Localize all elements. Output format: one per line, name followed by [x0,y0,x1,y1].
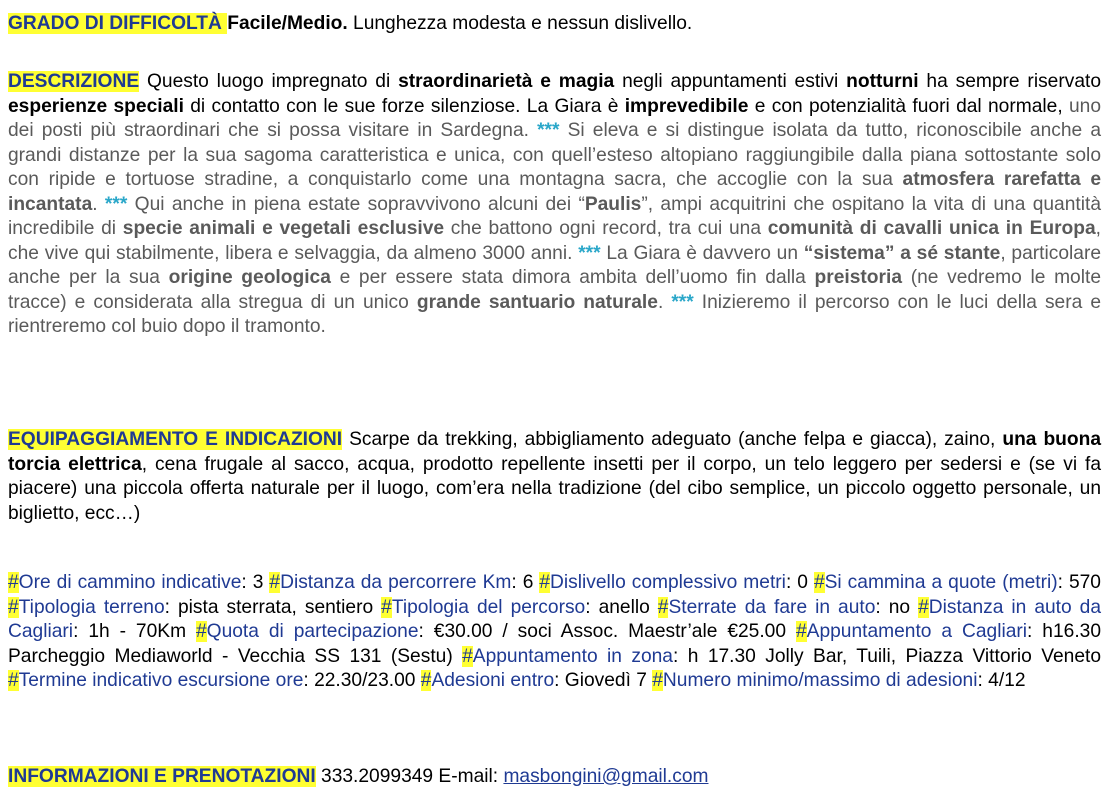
description-text: , particolare anche per la sua [8,242,1102,288]
description-text: ”, ampi acquitrini che ospitano la vita di una quantità incredibile di [8,193,1101,239]
description-text: comunità di cavalli unica in Europa [767,218,1096,239]
info-label: Distanza in auto da Cagliari [8,596,1102,642]
info-value: : €30.00 / soci Assoc. Maestr’ale €25.00 [418,621,796,642]
description-text: Inizieremo il percorso con le luci della sera e rientreremo col buio dopo il tramonto. [8,291,1101,337]
description-text: grande santuario naturale [416,291,658,313]
description-text: La Giara è davvero un [600,242,804,264]
description-text: imprevedibile [624,95,749,117]
info-value: : h16.30 Parcheggio Mediaworld - Vecchia SS 131 (Sestu) [8,621,1101,667]
separator-stars: *** [578,242,601,264]
description-text: “sistema” a sé stante [803,242,1001,264]
description-text: . [92,193,105,215]
hash-marker: # [420,670,432,691]
hash-marker: # [195,621,207,642]
description-text: Paulis [584,193,642,215]
info-item [462,646,1101,667]
info-label: Appuntamento a Cagliari [806,621,1028,642]
description-text: . [657,291,672,313]
separator-stars: *** [537,120,560,141]
hash-marker: # [381,596,392,618]
info-item [539,572,814,593]
info-label: Termine indicativo escursione ore [18,670,304,691]
info-item [421,670,652,691]
description-text: origine geologica [168,267,331,288]
separator-stars: *** [671,291,694,313]
hash-marker: # [539,572,551,593]
info-label: Ore di cammino indicative [18,572,242,593]
description-text: (ne vedremo le molte tracce) e considerata alla stregua di un unico [8,267,1101,313]
hash-marker: # [813,572,825,593]
description-text: Qui anche in piena estate sopravvivono alcuni dei “ [127,193,585,215]
hash-marker: # [918,596,929,618]
description-text: Si eleva e si distingue isolata da tutto, riconoscibile anche a grandi distanze per la sua sagoma caratteristica e unica, con quell’esteso altopiano raggiungibile dalla piana sottostante solo con ripide e tortuose stradine, a conquistarlo come una montagna sacra, che accoglie con la sua [8,120,1101,190]
info-label: Quota di partecipazione [206,621,419,642]
info-item [196,621,796,642]
equipment-text: , cena frugale al sacco, acqua, prodotto repellente insetti per il corpo, un telo leggero per sedersi e (se vi fa piacere) una piccola offerta naturale per il luogo, com’era nella tradizione (del cibo semplice, un piccolo oggetto personale, un biglietto, ecc…) [8,453,1101,524]
booking-section [8,765,1101,790]
description-text: uno dei posti più straordinari che si possa visitare in Sardegna. [8,95,1101,141]
info-value: : 0 [785,572,814,593]
description-text: atmosfera rarefatta e incantata [8,169,1101,215]
trip-info-section [8,571,1101,694]
info-item [8,572,269,593]
hash-marker: # [657,596,669,618]
info-value: : pista sterrata, sentiero [164,596,382,618]
description-heading: DESCRIZIONE [8,71,140,92]
hash-marker: # [462,645,473,667]
info-label: Adesioni entro [431,670,555,691]
info-value: : h 17.30 Jolly Bar, Tuili, Piazza Vittorio Veneto [672,645,1101,667]
info-label: Si cammina a quote (metri) [824,572,1058,593]
equipment-section [8,428,1101,526]
hash-marker: # [8,572,19,593]
description-text: specie animali e vegetali esclusive [122,218,445,239]
booking-heading: INFORMAZIONI E PRENOTAZIONI [8,766,316,787]
info-item [652,670,1025,691]
difficulty-section [8,12,1101,37]
description-text: straordinarietà e magia [398,71,615,92]
hash-marker: # [269,572,281,593]
equipment-heading: EQUIPAGGIAMENTO E INDICAZIONI [8,429,343,450]
info-label: Sterrate da fare in auto [668,596,876,618]
info-item [269,572,539,593]
difficulty-level: Facile/Medio. [227,13,348,34]
info-value: : Giovedì 7 [554,670,653,691]
difficulty-heading: GRADO DI DIFFICOLTÀ [8,13,228,34]
description-text: e con potenzialità fuori dal normale, [748,95,1063,117]
description-text: Questo luogo impregnato di [139,71,399,92]
separator-stars: *** [104,193,128,215]
info-value: : no [875,596,919,618]
hash-marker: # [8,596,19,618]
info-value: : 6 [511,572,540,593]
info-label: Numero minimo/massimo di adesioni [662,670,978,691]
description-section [8,70,1101,340]
info-label: Tipologia del percorso [391,596,586,618]
info-item [8,597,381,618]
booking-phone: 333.2099349 E-mail: [315,766,504,787]
info-item [381,597,658,618]
description-text: preistoria [814,267,902,288]
email-link[interactable]: masbongini@gmail.com [503,766,709,787]
equipment-text: una buona torcia elettrica [8,429,1102,475]
info-value: : anello [585,596,658,618]
description-text: che battono ogni record, tra cui una [444,218,768,239]
info-label: Distanza da percorrere Km [280,572,512,593]
equipment-text: Scarpe da trekking, abbigliamento adeguato (anche felpa e giacca), zaino, [342,429,1003,450]
description-text: esperienze speciali [8,95,184,117]
description-text: e per essere stata dimora ambita dell’uomo fin dalla [330,267,815,288]
description-text: negli appuntamenti estivi [614,71,847,92]
info-value: : 570 [1057,572,1101,593]
difficulty-text: Lunghezza modesta e nessun dislivello. [347,13,693,34]
hash-marker: # [8,670,19,691]
info-value: : 4/12 [977,670,1026,691]
info-value: : 3 [241,572,270,593]
info-value: : 1h - 70Km [73,621,196,642]
info-item [814,572,1101,593]
description-text: ha sempre riservato [918,71,1101,92]
description-text: notturni [846,71,919,92]
info-label: Dislivello complessivo metri [550,572,786,593]
description-text: di contatto con le sue forze silenziose. La Giara è [183,95,625,117]
description-text: , che vive qui stabilmente, libera e selvaggia, da almeno 3000 anni. [8,218,1102,264]
hash-marker: # [652,670,663,691]
info-item [8,670,421,691]
info-item [658,597,918,618]
info-value: : 22.30/23.00 [303,670,421,691]
info-label: Appuntamento in zona [472,645,673,667]
info-label: Tipologia terreno [18,596,165,618]
hash-marker: # [795,621,807,642]
